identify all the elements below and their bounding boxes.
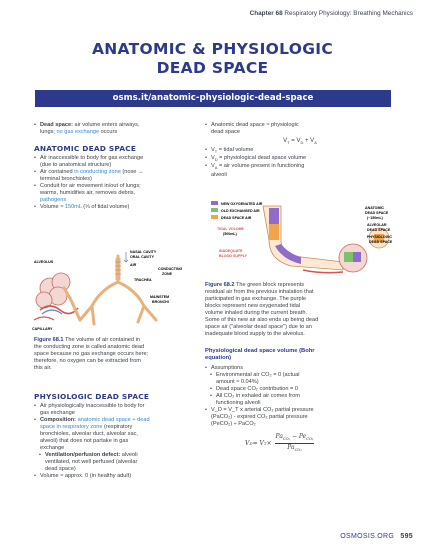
chapter-section: Respiratory Physiology: Breathing Mechanics [284, 10, 413, 17]
label-bronchi: BRONCHI [152, 300, 169, 304]
list-item: • All CO₂ in exhaled air comes from functioning alveoli [205, 393, 395, 407]
alveolus-cluster [36, 273, 78, 314]
bohr-list [205, 365, 395, 428]
anatomic-physiologic-relation [205, 122, 395, 136]
figure-legend [211, 201, 263, 220]
legend-swatch-old-air [211, 208, 218, 212]
label-oral-cavity: ORAL CAVITY [130, 255, 155, 259]
right-column-top [205, 122, 395, 179]
intro-list [34, 122, 194, 136]
anatomic-dead-space-heading: ANATOMIC DEAD SPACE [34, 144, 137, 153]
label-alveolar-dead-space: DEAD SPACE [367, 228, 391, 232]
page-title [0, 40, 425, 78]
legend-swatch-new-air [211, 201, 218, 205]
legend-new-air: NEW OXYGENATED AIR [221, 202, 263, 206]
legend-dead-space: DEAD SPACE AIR [221, 216, 252, 220]
label-alveolar: ALVEOLAR [367, 223, 387, 227]
bronchial-tree [64, 256, 156, 324]
list-item: • Air inaccessible to body for gas exchange (due to anatomical structure) [34, 155, 194, 169]
air-arrow [124, 252, 128, 262]
label-physiologic: PHYSIOLOGIC [367, 235, 392, 239]
label-tidal-volume: TIDAL VOLUME [217, 227, 244, 231]
label-physiologic-dead-space: DEAD SPACE [369, 240, 393, 244]
list-item: • Air physiologically inaccessible to body for gas exchange [34, 403, 194, 417]
list-item: • Dead space CO₂ contribution = 0 [205, 386, 395, 393]
right-column-bottom [205, 348, 395, 454]
list-item: • V_D = V_T x arterial CO₂ partial pressure (PaCO₂) - expired CO₂ partial pressure (PeCO₂) ÷ PaCO₂ [205, 407, 395, 428]
figure-68-1-illustration [30, 248, 196, 334]
figure-68-1-caption: Figure 68.1 The volume of air contained in the conducting zone is called anatomic dead space because no gas exchange occurs here; therefore, no oxygen can be extracted from this air. [34, 337, 149, 371]
bohr-fraction [275, 433, 315, 454]
variable-definitions [205, 147, 395, 178]
list-item: • $V_T$ = tidal volume [205, 147, 395, 155]
label-dead-space: DEAD SPACE [365, 211, 389, 215]
physiologic-dead-space-heading: PHYSIOLOGIC DEAD SPACE [34, 392, 150, 401]
capillary-vessel [34, 317, 54, 320]
list-item: • Ventilation/perfusion defect: alveoli ventilated, not well perfused (alveolar dead space) [34, 452, 194, 473]
list-item: • Anatomic dead space ≈ physiologic dead space [205, 122, 395, 136]
list-item: • Volume ≈ 150mL (⅓ of tidal volume) [34, 204, 194, 211]
label-tidal-volume-amount: (500mL) [223, 232, 237, 236]
label-conducting: CONDUCTING [158, 267, 183, 271]
list-item: • Assumptions [205, 365, 395, 372]
label-trachea: TRACHEA [134, 278, 152, 282]
label-air: AIR [130, 263, 137, 267]
page-title-line2: DEAD SPACE [156, 59, 269, 77]
tidal-volume-formula: $V_T = V_D + V_A$ [283, 138, 317, 146]
footer-site[interactable]: OSMOSIS.ORG [340, 533, 395, 540]
label-anatomic: ANATOMIC [365, 206, 385, 210]
label-mainstem: MAINSTEM [150, 295, 170, 299]
label-anatomic-amount: (~150mL) [367, 216, 383, 220]
anatomic-list [34, 155, 194, 211]
physiologic-list [34, 403, 194, 480]
list-item: • Air contained in conducting zone (nose → terminal bronchioles) [34, 169, 194, 183]
label-inadequate: INADEQUATE [219, 249, 243, 253]
list-item: • Composition: anatomic dead space + dead space in respiratory zone (respiratory bronchioles, alveolar duct, alveolar sac, alveoli) that does not partake in gas exchange [34, 417, 194, 452]
left-column-top [34, 122, 194, 211]
list-item: • Environmental air CO₂ = 0 (actual amount ≈ 0.04%) [205, 372, 395, 386]
bohr-denominator: $Pa_{CO_2}$ [287, 444, 302, 453]
bohr-numerator: $Pa_{CO_2} - Pe_{CO_2}$ [275, 433, 315, 444]
bohr-equation: V D = V T × $Pa_{CO_2} - Pe_{CO_2}$ $Pa_{CO_2}$ [245, 433, 314, 453]
page-title-line1: ANATOMIC & PHYSIOLOGIC [91, 40, 333, 58]
label-nasal-cavity: NASAL CAVITY [130, 250, 157, 254]
list-item: • Volume ≈ approx. 0 (in healthy adult) [34, 473, 194, 480]
list-item: • Conduit for air movement in/out of lungs; warms, humidifies air, removes debris, pathogens [34, 183, 194, 204]
legend-old-air: OLD EXCHANGED AIR [221, 209, 260, 213]
left-column-bottom [34, 393, 194, 480]
label-blood-supply: BLOOD SUPPLY [219, 254, 248, 258]
osmosis-url-banner[interactable]: osms.it/anatomic-physiologic-dead-space [35, 90, 391, 107]
list-item: • $V_A$ = air volume present in functioning alveoli [205, 163, 395, 178]
page-number: 595 [400, 533, 413, 540]
label-capillary: CAPILLARY [32, 327, 53, 331]
label-zone: ZONE [162, 272, 172, 276]
label-alveolus: ALVEOLUS [34, 260, 54, 264]
legend-swatch-dead-space [211, 215, 218, 219]
figure-68-2-caption: Figure 68.2 The green block represents residual air from the previous inhalation that participated in gas exchange. The purple blocks represent new oxygenated tidal volume inhaled during the current breath. Some of this new air also ends up being dead space air ("alveolar dead space") due to an inadequate blood supply to the alveolus. [205, 282, 319, 337]
chapter-header [250, 10, 413, 17]
figure-68-2-illustration [203, 200, 399, 276]
bohr-equation-heading: Physiological dead space volume (Bohr equation) [205, 348, 315, 361]
intro-item: • Dead space: air volume enters airways, lungs; no gas exchange occurs [34, 122, 194, 136]
chapter-number: Chapter 68 [249, 10, 283, 17]
list-item: • $V_D$ = physiological dead space volume [205, 155, 395, 163]
page-footer [340, 533, 413, 540]
